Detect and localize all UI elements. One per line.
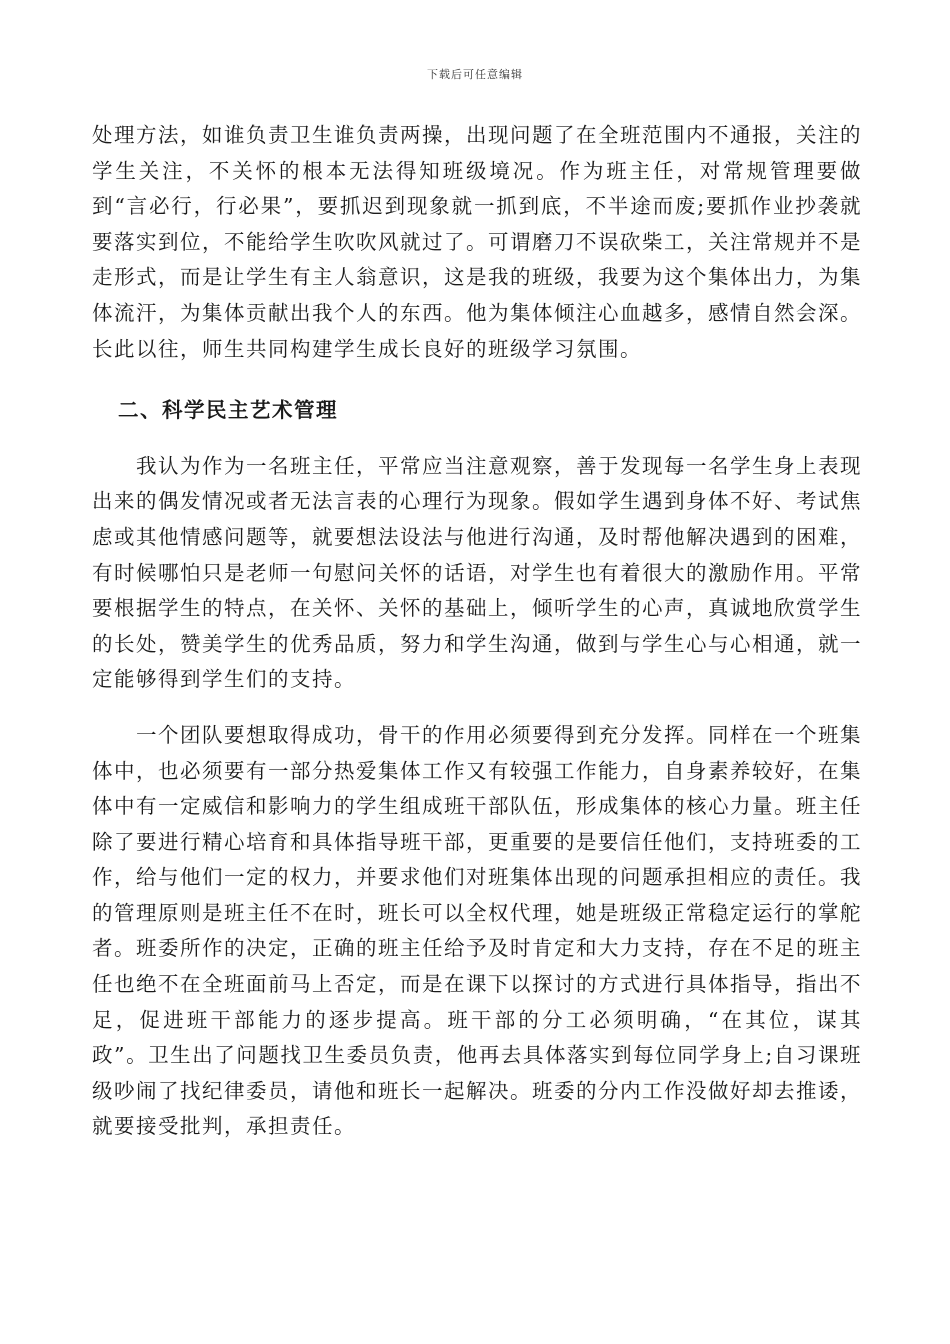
page-header: 下载后可任意编辑 bbox=[427, 68, 523, 81]
section-heading: 二、科学民主艺术管理 bbox=[118, 398, 338, 423]
document-body bbox=[92, 118, 862, 1145]
paragraph-observation: 我认为作为一名班主任，平常应当注意观察，善于发现每一名学生身上表现出来的偶发情况或者无法言表的心理行为现象。假如学生遇到身体不好、考试焦虑或其他情感问题等，就要想法设法与他进行沟通，及时帮他解决遇到的困难，有时候哪怕只是老师一句慰问关怀的话语，对学生也有着很大的激励作用。平常要根据学生的特点，在关怀、关怀的基础上，倾听学生的心声，真诚地欣赏学生的长处，赞美学生的优秀品质，努力和学生沟通，做到与学生心与心相通，就一定能够得到学生们的支持。 bbox=[92, 453, 862, 692]
paragraph-continuation: 处理方法，如谁负责卫生谁负责两操，出现问题了在全班范围内不通报，关注的学生关注，不关怀的根本无法得知班级境况。作为班主任，对常规管理要做到“言必行，行必果”，要抓迟到现象就一抓到底，不半途而废;要抓作业抄袭就要落实到位，不能给学生吹吹风就过了。可谓磨刀不误砍柴工，关注常规并不是走形式，而是让学生有主人翁意识，这是我的班级，我要为这个集体出力，为集体流汗，为集体贡献出我个人的东西。他为集体倾注心血越多，感情自然会深。长此以往，师生共同构建学生成长良好的班级学习氛围。 bbox=[92, 123, 862, 361]
paragraph-class-cadre: 一个团队要想取得成功，骨干的作用必须要得到充分发挥。同样在一个班集体中，也必须要有一部分热爱集体工作又有较强工作能力，自身素养较好，在集体中有一定威信和影响力的学生组成班干部队伍，形成集体的核心力量。班主任除了要进行精心培育和具体指导班干部，更重要的是要信任他们，支持班委的工作，给与他们一定的权力，并要求他们对班集体出现的问题承担相应的责任。我的管理原则是班主任不在时，班长可以全权代理，她是班级正常稳定运行的掌舵者。班委所作的决定，正确的班主任给予及时肯定和大力支持，存在不足的班主任也绝不在全班面前马上否定，而是在课下以探讨的方式进行具体指导，指出不足，促进班干部能力的逐步提高。班干部的分工必须明确，“在其位，谋其政”。卫生出了问题找卫生委员负责，他再去具体落实到每位同学身上;自习课班级吵闹了找纪律委员，请他和班长一起解决。班委的分内工作没做好却去推诿，就要接受批判，承担责任。 bbox=[92, 722, 862, 1139]
